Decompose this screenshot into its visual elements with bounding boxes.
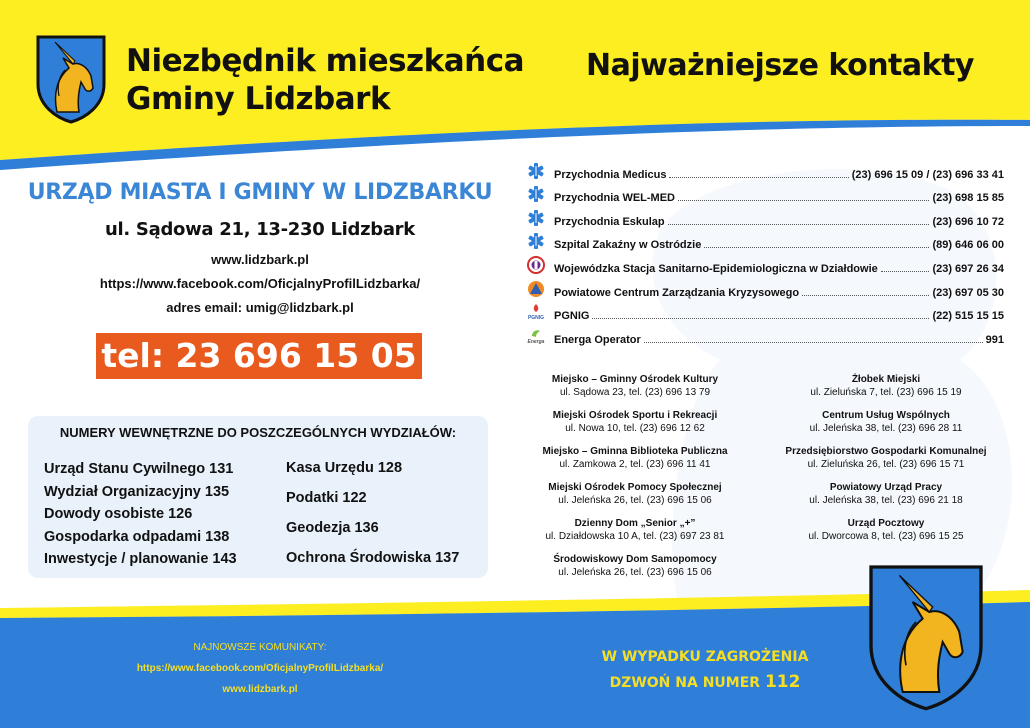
institution-item — [510, 554, 760, 579]
institution-detail: ul. Zieluńska 7, tel. (23) 696 15 19 — [810, 386, 962, 398]
news-heading: NAJNOWSZE KOMUNIKATY: — [193, 642, 327, 653]
contact-phone: (23) 696 15 09 / (23) 696 33 41 — [851, 168, 1004, 181]
office-facebook-link[interactable]: https://www.facebook.com/OficjalnyProfilLidzbarka/ — [99, 276, 421, 291]
extension-item: Podatki 122 — [286, 490, 367, 506]
institution-name: Przedsiębiorstwo Gospodarki Komunalnej — [785, 446, 987, 457]
medical-star-icon — [527, 185, 545, 203]
contact-phone: (22) 515 15 15 — [932, 310, 1004, 323]
extensions-heading: NUMERY WEWNĘTRZNE DO POSZCZEGÓLNYCH WYDZIAŁÓW: — [59, 425, 457, 440]
office-address: ul. Sądowa 21, 13-230 Lidzbark — [105, 219, 415, 240]
emergency-notice — [560, 645, 850, 696]
contact-name: PGNIG — [554, 310, 590, 323]
medical-star-icon — [527, 162, 545, 180]
contact-name: Przychodnia WEL-MED — [554, 192, 676, 205]
extension-item: Geodezja 136 — [286, 520, 379, 536]
leader-dots — [678, 200, 929, 201]
leader-dots — [704, 247, 929, 248]
institution-detail: ul. Dworcowa 8, tel. (23) 696 15 25 — [808, 530, 964, 542]
energa-logo-text: Energa — [527, 338, 545, 345]
institution-item — [510, 374, 760, 399]
pgnig-logo-text: PGNIG — [527, 315, 545, 322]
institution-item — [510, 410, 760, 435]
contacts-title: Najważniejsze kontakty — [586, 48, 974, 83]
office-email[interactable]: adres email: umig@lidzbark.pl — [166, 300, 354, 315]
contact-phone: (89) 646 06 00 — [932, 239, 1004, 252]
contact-phone: (23) 697 26 34 — [932, 262, 1004, 275]
office-name: URZĄD MIASTA I GMINY W LIDZBARKU — [27, 180, 493, 205]
institution-name: Urząd Pocztowy — [847, 518, 925, 529]
institution-item — [761, 446, 1011, 471]
extension-item: Urząd Stanu Cywilnego 131 — [44, 461, 234, 477]
emergency-prefix: DZWOŃ NA NUMER — [609, 675, 765, 691]
office-info — [20, 180, 500, 316]
contact-name: Szpital Zakaźny w Ostródzie — [554, 239, 702, 252]
contact-name: Powiatowe Centrum Zarządzania Kryzysowego — [554, 286, 800, 299]
institution-detail: ul. Jeleńska 26, tel. (23) 696 15 06 — [558, 494, 712, 506]
emergency-number: 112 — [764, 672, 801, 692]
contact-row — [527, 204, 1004, 228]
contact-row — [527, 181, 1004, 205]
institution-detail: ul. Nowa 10, tel. (23) 696 12 62 — [565, 422, 705, 434]
extension-item: Wydział Organizacyjny 135 — [44, 483, 230, 500]
extension-item: Inwestycje / planowanie 143 — [44, 551, 237, 567]
coat-of-arms-icon — [35, 34, 107, 124]
extension-item: Kasa Urzędu 128 — [286, 460, 403, 476]
office-website-link[interactable]: www.lidzbark.pl — [211, 252, 309, 267]
institution-detail: ul. Jeleńska 38, tel. (23) 696 21 18 — [809, 494, 963, 506]
contact-row — [527, 251, 1004, 275]
institution-name: Miejski Ośrodek Pomocy Społecznej — [548, 482, 722, 493]
institution-detail: ul. Sądowa 23, tel. (23) 696 13 79 — [559, 386, 711, 398]
contact-name: Energa Operator — [554, 333, 641, 346]
leader-dots — [881, 271, 930, 272]
institution-detail: ul. Jeleńska 26, tel. (23) 696 15 06 — [558, 566, 712, 578]
news-website-link[interactable]: www.lidzbark.pl — [222, 684, 298, 695]
contact-row — [527, 228, 1004, 252]
news-section — [70, 642, 450, 695]
institution-item — [761, 482, 1011, 507]
contact-row — [527, 322, 1004, 346]
leader-dots — [644, 342, 983, 343]
emergency-line-1: W WYPADKU ZAGROŻENIA — [601, 649, 809, 665]
office-phone-badge: tel: 23 696 15 05 — [96, 333, 422, 379]
contact-row — [527, 275, 1004, 299]
contact-phone: (23) 698 15 85 — [932, 192, 1004, 205]
institution-name: Powiatowy Urząd Pracy — [829, 482, 943, 493]
contact-row — [527, 157, 1004, 181]
institution-name: Centrum Usług Wspólnych — [822, 410, 950, 421]
leader-dots — [669, 177, 848, 178]
title-line-1: Niezbędnik mieszkańca — [126, 43, 524, 79]
leader-dots — [592, 318, 929, 319]
emergency-line-2 — [560, 670, 850, 696]
extension-item: Gospodarka odpadami 138 — [44, 528, 230, 545]
institution-detail: ul. Zieluńska 26, tel. (23) 696 15 71 — [807, 458, 965, 470]
extensions-left-column — [44, 458, 237, 571]
coat-of-arms-large-icon — [866, 562, 986, 712]
contact-phone: 991 — [985, 333, 1004, 346]
contact-row — [527, 299, 1004, 323]
institution-item — [510, 518, 760, 543]
medical-star-icon — [527, 232, 545, 250]
leader-dots — [802, 295, 929, 296]
institution-item — [761, 410, 1011, 435]
institution-detail: ul. Działdowska 10 A, tel. (23) 697 23 81 — [545, 530, 725, 542]
contacts-list — [527, 157, 1004, 346]
institution-name: Dzienny Dom „Senior „+” — [574, 518, 696, 529]
institution-item — [761, 374, 1011, 399]
leader-dots — [668, 224, 930, 225]
institution-item — [510, 446, 760, 471]
institution-name: Miejsko – Gminna Biblioteka Publiczna — [542, 446, 728, 457]
institution-name: Miejsko – Gminny Ośrodek Kultury — [551, 374, 719, 385]
extensions-right-column — [286, 453, 459, 573]
contact-name: Przychodnia Eskulap — [554, 215, 665, 228]
sanepid-icon — [527, 256, 545, 274]
contact-phone: (23) 696 10 72 — [932, 215, 1004, 228]
institution-detail: ul. Zamkowa 2, tel. (23) 696 11 41 — [559, 458, 711, 470]
institution-item — [510, 482, 760, 507]
institution-detail: ul. Jeleńska 38, tel. (23) 696 28 11 — [809, 422, 963, 434]
title-line-2: Gminy Lidzbark — [126, 81, 391, 117]
contact-name: Przychodnia Medicus — [554, 168, 667, 181]
crisis-management-icon — [527, 280, 545, 298]
extension-item: Dowody osobiste 126 — [44, 506, 193, 522]
medical-star-icon — [527, 209, 545, 227]
institution-name: Miejski Ośrodek Sportu i Rekreacji — [552, 410, 718, 421]
contact-name: Wojewódzka Stacja Sanitarno-Epidemiologiczna w Działdowie — [554, 262, 878, 275]
energa-logo-icon — [527, 327, 545, 345]
extension-item: Ochrona Środowiska 137 — [286, 550, 460, 566]
pgnig-logo-icon — [527, 303, 545, 321]
institution-name: Żłobek Miejski — [851, 374, 921, 385]
extensions-panel — [28, 416, 488, 578]
page-title — [126, 42, 524, 118]
institution-item — [761, 518, 1011, 543]
institution-name: Środowiskowy Dom Samopomocy — [553, 554, 717, 565]
news-facebook-link[interactable]: https://www.facebook.com/OficjalnyProfilLidzbarka/ — [136, 663, 384, 674]
contact-phone: (23) 697 05 30 — [932, 286, 1004, 299]
